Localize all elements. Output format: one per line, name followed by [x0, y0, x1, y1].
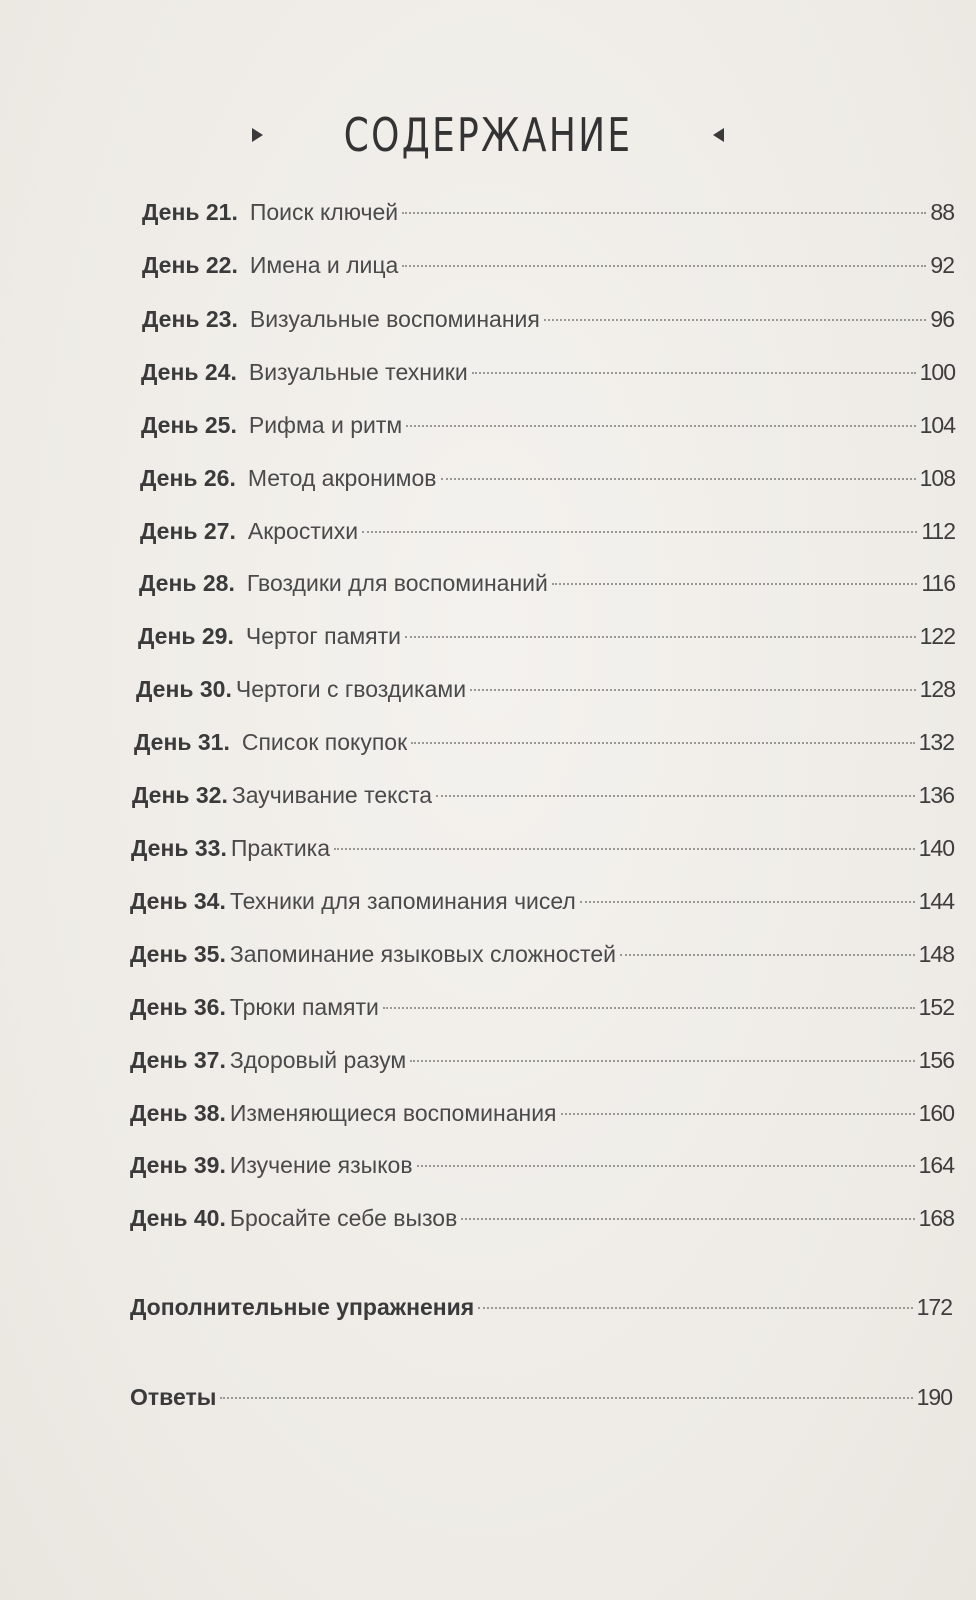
dot-leader [402, 265, 926, 267]
dot-leader [552, 583, 917, 585]
day-label: День 30. [136, 676, 232, 702]
chapter-title: Изменяющиеся воспоминания [229, 1100, 557, 1126]
day-label: День 28. [139, 570, 235, 596]
toc-entry-day-39 [130, 1148, 954, 1182]
page-number: 152 [918, 994, 954, 1020]
chapter-title: Трюки памяти [229, 994, 379, 1020]
toc-entry-day-27 [140, 514, 955, 548]
dot-leader [406, 425, 915, 427]
day-label: День 33. [131, 835, 227, 861]
chapter-title: Визуальные техники [248, 359, 468, 385]
page-number: 148 [918, 941, 954, 967]
day-label: День 29. [138, 623, 234, 649]
toc-entry-day-22 [142, 248, 954, 282]
day-label: День 25. [141, 412, 237, 438]
toc-entry-day-32 [132, 778, 954, 812]
page-number: 140 [918, 835, 954, 861]
dot-leader [436, 795, 915, 797]
dot-leader [472, 372, 916, 374]
page-number: 108 [919, 465, 955, 491]
toc-entry-day-28 [139, 566, 955, 600]
section-title: Дополнительные упражнения [130, 1294, 475, 1320]
day-label: День 40. [130, 1205, 226, 1231]
dot-leader [561, 1113, 915, 1115]
day-label: День 21. [142, 199, 238, 225]
toc-entry-day-29 [138, 619, 955, 653]
chapter-title: Здоровый разум [229, 1047, 407, 1073]
day-label: День 35. [130, 941, 226, 967]
dot-leader [402, 212, 926, 214]
day-label: День 37. [130, 1047, 226, 1073]
dot-leader [478, 1307, 912, 1309]
toc-entry-day-38 [130, 1096, 954, 1130]
page-number: 156 [918, 1047, 954, 1073]
chapter-title: Имена и лица [249, 252, 399, 278]
chapter-title: Список покупок [241, 729, 408, 755]
page-number: 172 [916, 1294, 952, 1320]
toc-entry-day-24 [141, 355, 955, 389]
chapter-title: Акростихи [247, 518, 359, 544]
toc-entry-day-25 [141, 408, 955, 442]
page-number: 116 [921, 570, 955, 596]
page-number: 88 [930, 199, 954, 225]
dot-leader [383, 1007, 915, 1009]
page-number: 112 [921, 518, 955, 544]
toc-entry-day-33 [131, 831, 954, 865]
dot-leader [441, 478, 916, 480]
toc-entry-answers [130, 1380, 952, 1414]
toc-entry-day-35 [130, 937, 954, 971]
toc-entry-day-21 [142, 195, 954, 229]
chapter-title: Бросайте себе вызов [229, 1205, 458, 1231]
dot-leader [580, 901, 915, 903]
page-number: 164 [918, 1152, 954, 1178]
page-number: 96 [930, 306, 954, 332]
chapter-title: Практика [230, 835, 331, 861]
dot-leader [470, 689, 916, 691]
dot-leader [362, 531, 917, 533]
toc-entry-day-36 [130, 990, 954, 1024]
toc-entry-day-30 [136, 672, 955, 706]
day-label: День 23. [142, 306, 238, 332]
toc-entry-day-23 [142, 302, 954, 336]
dot-leader [620, 954, 915, 956]
chapter-title: Запоминание языковых сложностей [229, 941, 616, 967]
page-number: 92 [930, 252, 954, 278]
day-label: День 26. [140, 465, 236, 491]
dot-leader [461, 1218, 914, 1220]
page-number: 168 [918, 1205, 954, 1231]
day-label: День 24. [141, 359, 237, 385]
page-number: 160 [918, 1100, 954, 1126]
toc-entry-day-34 [130, 884, 954, 918]
chapter-title: Рифма и ритм [248, 412, 403, 438]
section-title: Ответы [130, 1384, 217, 1410]
page-number: 136 [918, 782, 954, 808]
page-title: СОДЕРЖАНИЕ [343, 108, 633, 162]
dot-leader [220, 1397, 912, 1399]
page-number: 144 [918, 888, 954, 914]
day-label: День 32. [132, 782, 228, 808]
dot-leader [411, 742, 914, 744]
chapter-title: Изучение языков [229, 1152, 413, 1178]
chapter-title: Метод акронимов [247, 465, 437, 491]
day-label: День 36. [130, 994, 226, 1020]
page-number: 122 [919, 623, 955, 649]
toc-entry-day-37 [130, 1043, 954, 1077]
day-label: День 22. [142, 252, 238, 278]
chapter-title: Техники для запоминания чисел [229, 888, 576, 914]
dot-leader [417, 1165, 915, 1167]
page-number: 128 [919, 676, 955, 702]
page-number: 100 [919, 359, 955, 385]
day-label: День 34. [130, 888, 226, 914]
day-label: День 31. [134, 729, 230, 755]
dot-leader [405, 636, 916, 638]
day-label: День 27. [140, 518, 236, 544]
dot-leader [544, 319, 927, 321]
page-number: 132 [918, 729, 954, 755]
chapter-title: Поиск ключей [249, 199, 399, 225]
toc-entry-day-40 [130, 1201, 954, 1235]
day-label: День 38. [130, 1100, 226, 1126]
chapter-title: Гвоздики для воспоминаний [246, 570, 548, 596]
dot-leader [410, 1060, 914, 1062]
day-label: День 39. [130, 1152, 226, 1178]
toc-entry-day-26 [140, 461, 955, 495]
chapter-title: Визуальные воспоминания [249, 306, 540, 332]
page-number: 104 [919, 412, 955, 438]
page-number: 190 [916, 1384, 952, 1410]
dot-leader [334, 848, 915, 850]
chapter-title: Заучивание текста [231, 782, 433, 808]
toc-entry-extra-exercises [130, 1290, 952, 1324]
chapter-title: Чертоги с гвоздиками [235, 676, 467, 702]
toc-entry-day-31 [134, 725, 954, 759]
chapter-title: Чертог памяти [245, 623, 402, 649]
